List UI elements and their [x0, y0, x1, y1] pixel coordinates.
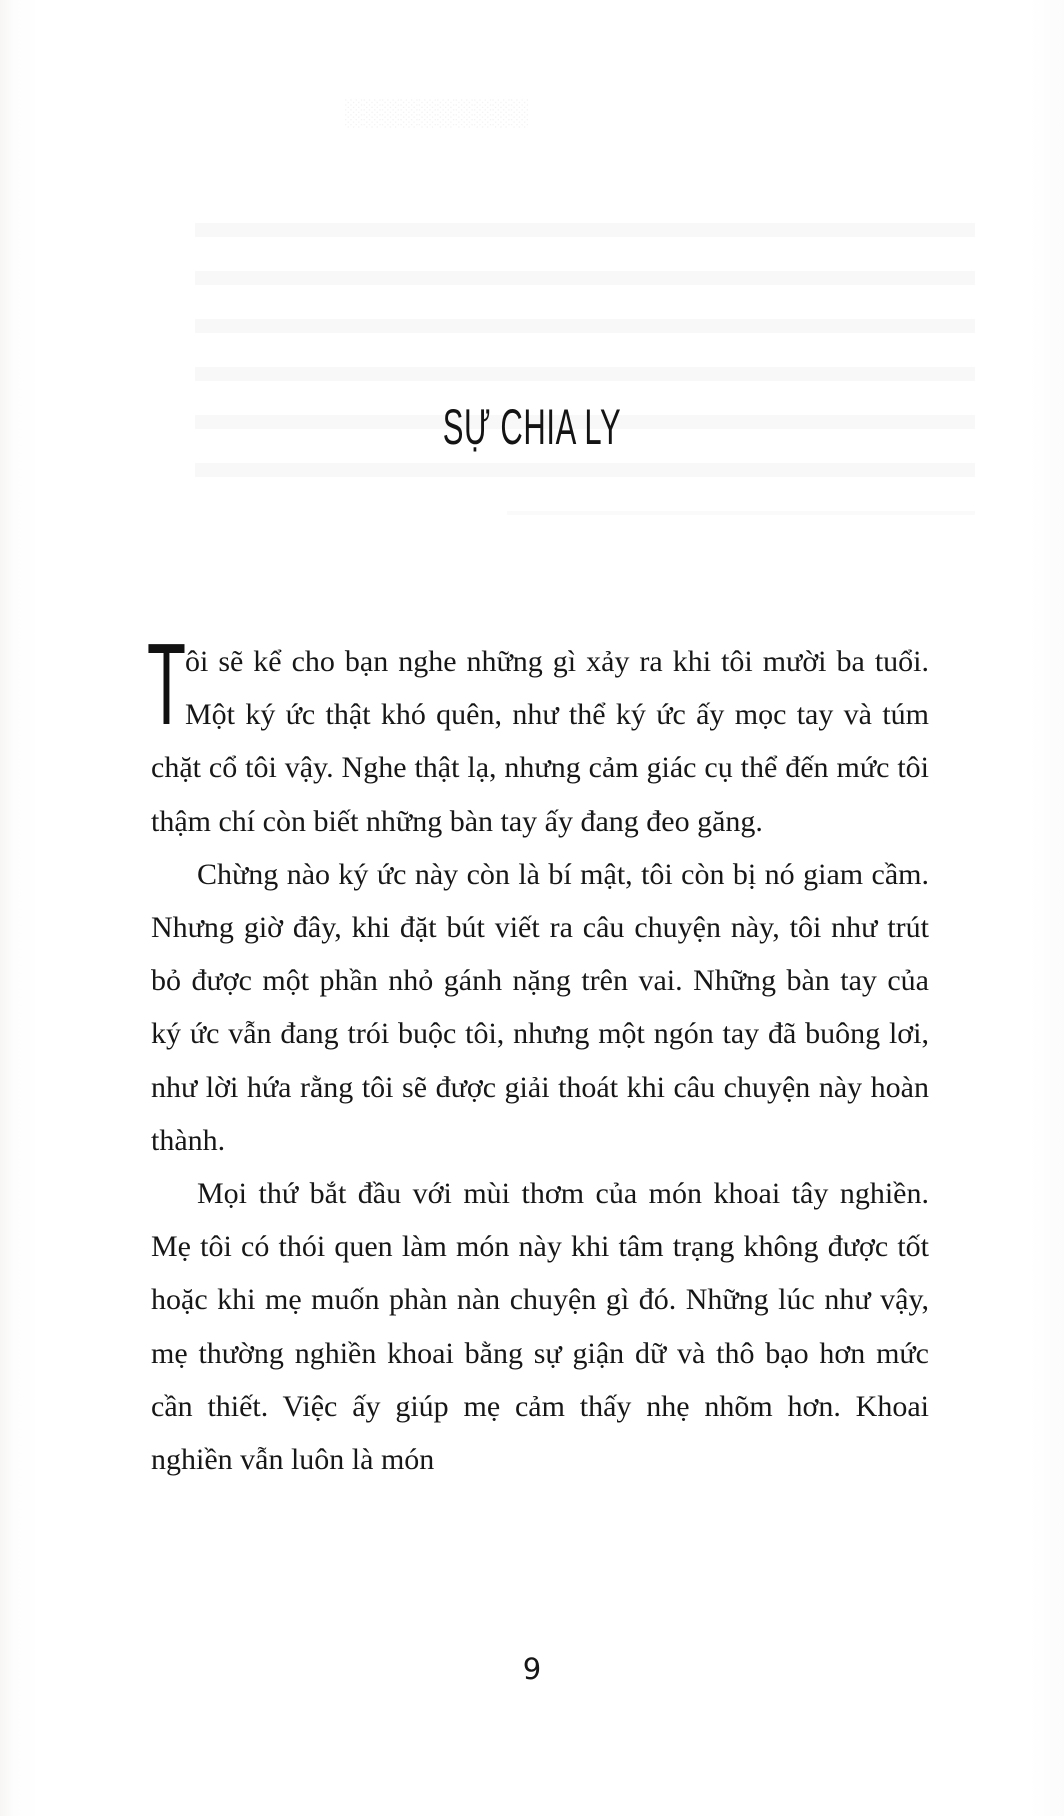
- page-number: 9: [522, 1652, 542, 1686]
- paragraph-2: Chừng nào ký ức này còn là bí mật, tôi còn bị nó giam cầm. Nhưng giờ đây, khi đặt bút viết ra câu chuyện này, tôi như trút bỏ được một phần nhỏ gánh nặng trên vai. Những bàn tay của ký ức vẫn đang trói buộc tôi, nhưng một ngón tay đã buông lơi, như lời hứa rằng tôi sẽ được giải thoát khi câu chuyện này hoàn thành.: [151, 857, 929, 1157]
- show-through-header: ░░░░░░░░░░: [345, 98, 530, 127]
- show-through-text: [195, 175, 975, 515]
- paragraph-1: [147, 619, 929, 848]
- paragraph-3: Mọi thứ bắt đầu với mùi thơm của món khoai tây nghiền. Mẹ tôi có thói quen làm món này khi tâm trạng không được tốt hoặc khi mẹ muốn phàn nàn chuyện gì đó. Những lúc như vậy, mẹ thường nghiền khoai bằng sự giận dữ và thô bạo hơn mức cần thiết. Việc ấy giúp mẹ cảm thấy nhẹ nhõm hơn. Khoai nghiền vẫn luôn là món: [151, 1177, 929, 1477]
- body-text: [147, 619, 929, 1486]
- drop-cap: T: [147, 619, 186, 749]
- chapter-title: SỰ CHIA LY: [442, 399, 622, 455]
- paragraph-1-text: ôi sẽ kể cho bạn nghe những gì xảy ra khi tôi mười ba tuổi. Một ký ức thật khó quên, như thể ký ức ấy mọc tay và túm chặt cổ tôi vậy. Nghe thật lạ, nhưng cảm giác cụ thể đến mức tôi thậm chí còn biết những bàn tay ấy đang đeo găng.: [151, 645, 929, 838]
